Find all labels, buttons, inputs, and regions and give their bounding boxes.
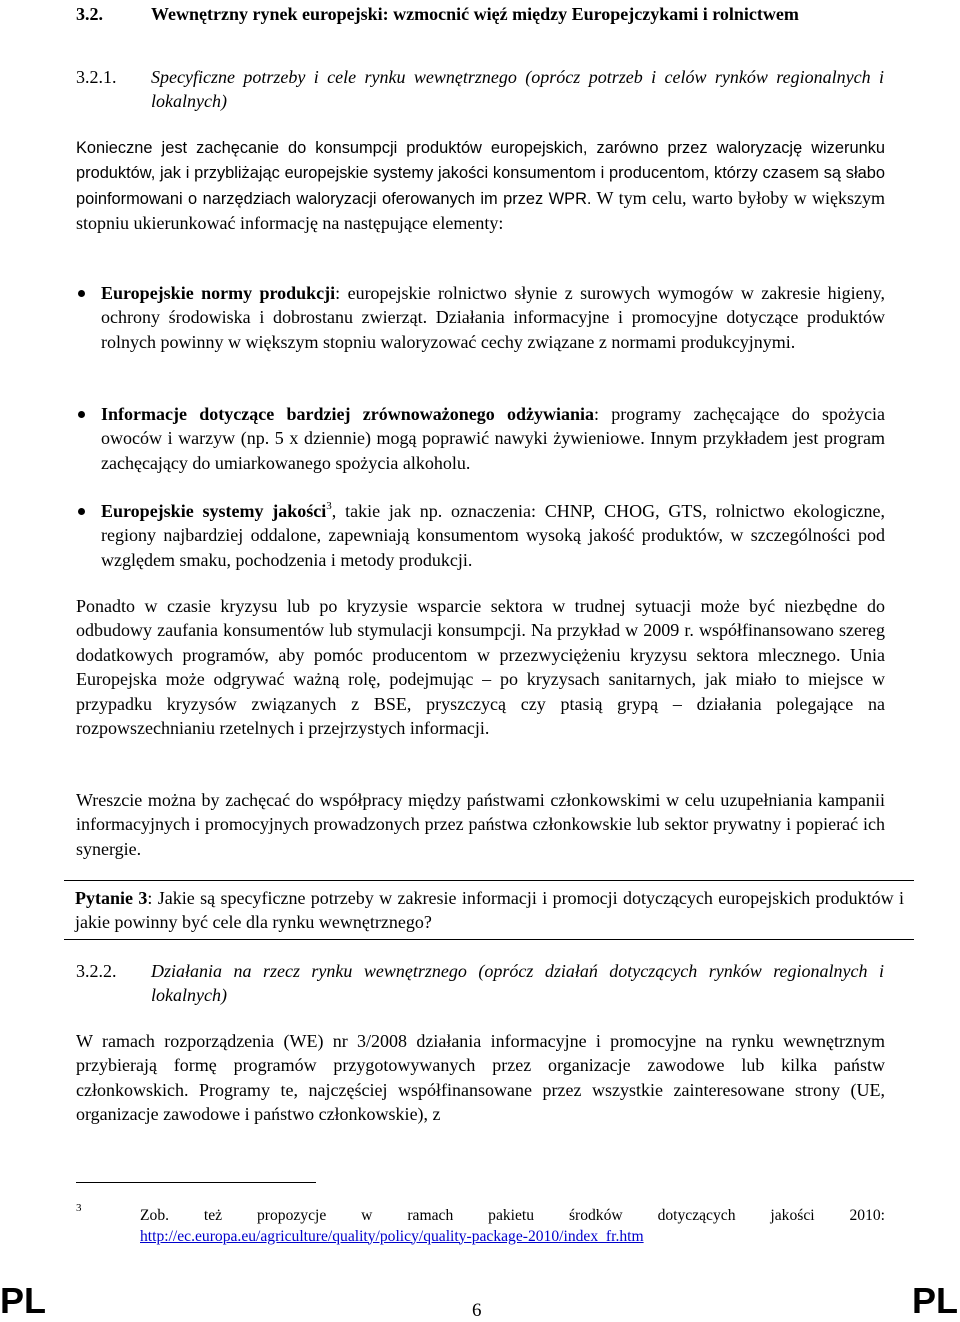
- footnote-ref[interactable]: 3: [326, 500, 332, 512]
- bullet-dot-icon: [78, 290, 85, 297]
- subsection-number-2: 3.2.2.: [76, 961, 117, 981]
- cooperation-paragraph: Wreszcie można by zachęcać do współpracy między państwami członkowskimi w celu uzupełniania kampanii informacyjnych i promocyjnych prowadzonych przez państwa członkowskie lub sektor prywatny i popierać ich synergie.: [76, 790, 885, 859]
- intro-text-sans: Konieczne jest zachęcanie do konsumpcji produktów europejskich, zarówno przez waloryzację wizerunku produktów, jak i przybliżając europejskie systemy jakości konsumentom i producentom, którzy czasem są słabo poinformowani o narzędziach waloryzacji oferowanych im przez WPR.: [76, 139, 885, 208]
- page-number: 6: [472, 1300, 482, 1321]
- section-number: 3.2.: [76, 4, 103, 24]
- subsection-title-1: Specyficzne potrzeby i cele rynku wewnętrznego (oprócz potrzeb i celów rynków regionalnych i lokalnych): [151, 67, 884, 111]
- footer-lang-left: PL: [0, 1280, 47, 1321]
- footnote: [140, 1206, 885, 1247]
- subsection-heading-2: [76, 959, 884, 1007]
- footnote-mark: 3: [76, 1202, 82, 1214]
- footnote-text: Zob. też propozycje w ramach pakietu środków dotyczących jakości 2010:: [140, 1207, 885, 1224]
- intro-text-serif: W tym celu, warto byłoby w większym stopniu ukierunkować informację na następujące elementy:: [76, 187, 885, 234]
- bullet-dot-icon: [78, 411, 85, 418]
- subsection-title-2: Działania na rzecz rynku wewnętrznego (oprócz działań dotyczących rynków regionalnych i lokalnych): [151, 961, 884, 1005]
- footnote-link[interactable]: http://ec.europa.eu/agriculture/quality/policy/quality-package-2010/index_fr.htm: [140, 1227, 644, 1245]
- bullet-item-nutrition: [101, 402, 885, 475]
- bullet-item-production-norms: [101, 281, 885, 354]
- bullet-3-text: , takie jak np. oznaczenia: CHNP, CHOG, GTS, rolnictwo ekologiczne, regiony najbardziej oddalone, zapewniają konsumentom wysoką jakość produktów, w szczególności pod względem smaku, pochodzenia i metody produkcji.: [101, 501, 885, 570]
- bullet-2-text: : programy zachęcające do spożycia owoców i warzyw (np. 5 x dziennie) mogą poprawić nawyki żywieniowe. Innym przykładem jest program zachęcający do umiarkowanego spożycia alkoholu.: [101, 404, 886, 473]
- bullet-dot-icon: [78, 508, 85, 515]
- question-text: : Jakie są specyficzne potrzeby w zakresie informacji i promocji dotyczących europejskich produktów i jakie powinny być cele dla rynku wewnętrznego?: [75, 888, 904, 933]
- footnote-separator: [76, 1182, 316, 1183]
- regulation-paragraph: W ramach rozporządzenia (WE) nr 3/2008 działania informacyjne i promocyjne na rynku wewnętrznym przybierają formę programów przygotowywanych przez organizacje zawodowe lub kilka państw członkowskich. Programy te, najczęściej współfinansowane przez wszystkie zainteresowane strony (UE, organizacje zawodowe i państwo członkowskie), z: [76, 1031, 885, 1125]
- bullet-1-bold: Europejskie normy produkcji: [101, 283, 336, 303]
- question-label: Pytanie 3: [75, 888, 148, 908]
- bullet-2-bold: Informacje dotyczące bardziej zrównoważonego odżywiania: [101, 404, 595, 424]
- bullet-item-quality-schemes: [101, 499, 885, 572]
- bullet-3-bold: Europejskie systemy jakości: [101, 501, 327, 521]
- intro-paragraph: [76, 135, 885, 236]
- subsection-heading-1: [76, 65, 884, 113]
- section-heading: [76, 2, 884, 26]
- bullet-1-text: : europejskie rolnictwo słynie z surowych wymogów w zakresie higieny, ochrony środowiska i dobrostanu zwierząt. Działania informacyjne i promocyjne dotyczące produktów rolnych powinny w większym stopniu waloryzować cechy związane z normami produkcyjnymi.: [101, 283, 885, 352]
- question-box: [64, 880, 914, 940]
- section-title: Wewnętrzny rynek europejski: wzmocnić więź między Europejczykami i rolnictwem: [151, 4, 799, 24]
- crisis-paragraph: Ponadto w czasie kryzysu lub po kryzysie wsparcie sektora w trudnej sytuacji może być niezbędne do odbudowy zaufania konsumentów lub stymulacji konsumpcji. Na przykład w 2009 r. współfinansowano szereg dodatkowych programów, aby pomóc producentom w przezwyciężeniu kryzysu sektora mlecznego. Unia Europejska może odgrywać ważną rolę, podejmując – po kryzysach sanitarnych, jak miało to miejsce w przypadku kryzysów związanych z BSE, pryszczycą czy ptasią grypą – działania polegające na rozpowszechnianiu rzetelnych i przejrzystych informacji.: [76, 596, 885, 739]
- subsection-number-1: 3.2.1.: [76, 67, 117, 87]
- footer-lang-right: PL: [911, 1280, 958, 1321]
